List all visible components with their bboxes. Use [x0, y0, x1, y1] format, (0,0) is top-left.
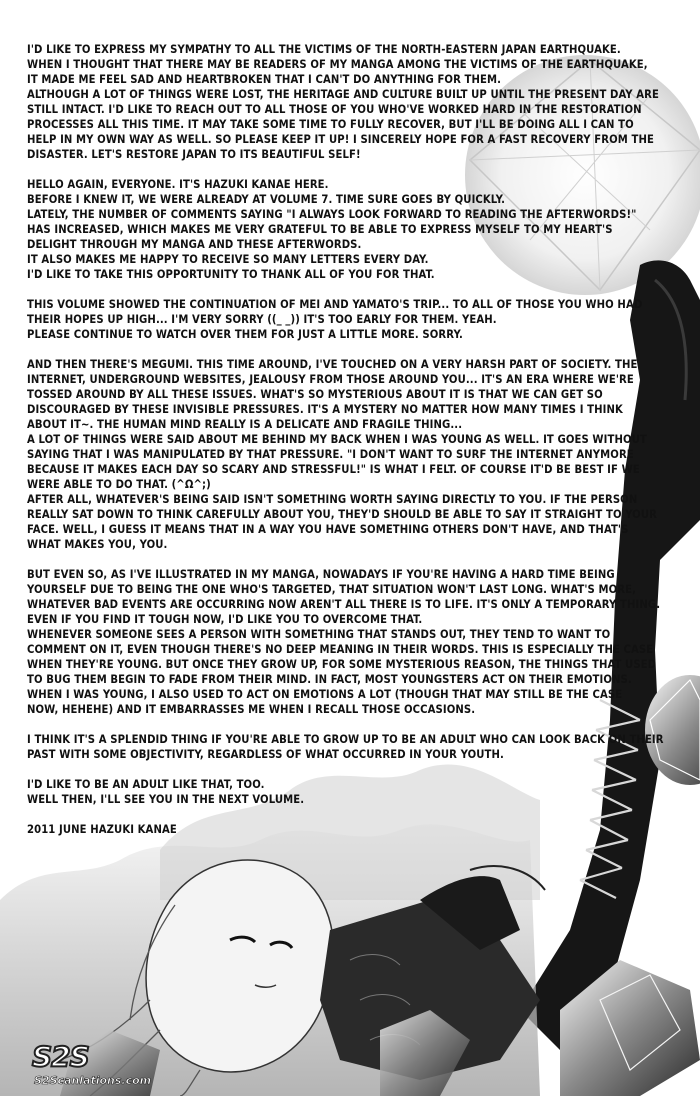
text-line: STILL INTACT. I'D LIKE TO REACH OUT TO ALL THOSE OF YOU WHO'VE WORKED HARD IN THE RESTORATION [27, 103, 642, 116]
text-line: AFTER ALL, WHATEVER'S BEING SAID ISN'T SOMETHING WORTH SAYING DIRECTLY TO YOU. IF THE PERSON [27, 493, 638, 506]
paragraph-megumi [27, 357, 667, 552]
text-line: WHEN THEY'RE YOUNG. BUT ONCE THEY GROW UP, FOR SOME MYSTERIOUS REASON, THE THINGS THAT USED [27, 658, 657, 671]
text-line: IT MADE ME FEEL SAD AND HEARTBROKEN THAT I CAN'T DO ANYTHING FOR THEM. [27, 73, 502, 86]
text-line: BEFORE I KNEW IT, WE WERE ALREADY AT VOLUME 7. TIME SURE GOES BY QUICKLY. [27, 193, 506, 206]
text-line: A LOT OF THINGS WERE SAID ABOUT ME BEHIND MY BACK WHEN I WAS YOUNG AS WELL. IT GOES WITHOUT [27, 433, 647, 446]
text-line: DISASTER. LET'S RESTORE JAPAN TO ITS BEAUTIFUL SELF! [27, 148, 361, 161]
text-line: I'D LIKE TO EXPRESS MY SYMPATHY TO ALL THE VICTIMS OF THE NORTH-EASTERN JAPAN EARTHQUAKE. [27, 43, 621, 56]
text-line: I'D LIKE TO TAKE THIS OPPORTUNITY TO THANK ALL OF YOU FOR THAT. [27, 268, 435, 281]
watermark-logo: S2S [32, 1040, 89, 1073]
text-line: EVEN IF YOU FIND IT TOUGH NOW, I'D LIKE YOU TO OVERCOME THAT. [27, 613, 423, 626]
text-line: AND THEN THERE'S MEGUMI. THIS TIME AROUND, I'VE TOUCHED ON A VERY HARSH PART OF SOCIETY. THE [27, 358, 638, 371]
text-line: WERE ABLE TO DO THAT. (^Ω^;) [27, 478, 211, 491]
text-line: REALLY SAT DOWN TO THINK CAREFULLY ABOUT YOU, THEY'D SHOULD BE ABLE TO SAY IT STRAIGHT TO YOUR [27, 508, 657, 521]
text-line: WHEN I THOUGHT THAT THERE MAY BE READERS OF MY MANGA AMONG THE VICTIMS OF THE EARTHQUAKE, [27, 58, 648, 71]
text-line: BUT EVEN SO, AS I'VE ILLUSTRATED IN MY MANGA, NOWADAYS IF YOU'RE HAVING A HARD TIME BEING [27, 568, 615, 581]
text-line: COMMENT ON IT, EVEN THOUGH THERE'S NO DEEP MEANING IN THEIR WORDS. THIS IS ESPECIALLY THE CASE [27, 643, 654, 656]
text-line: WHENEVER SOMEONE SEES A PERSON WITH SOMETHING THAT STANDS OUT, THEY TEND TO WANT TO [27, 628, 611, 641]
text-line: YOURSELF DUE TO BEING THE ONE WHO'S TARGETED, THAT SITUATION WON'T LAST LONG. WHAT'S MORE, [27, 583, 637, 596]
text-line: PLEASE CONTINUE TO WATCH OVER THEM FOR JUST A LITTLE MORE. SORRY. [27, 328, 463, 341]
paragraph-sympathy [27, 42, 667, 162]
paragraph-volume [27, 297, 667, 342]
text-line: WHATEVER BAD EVENTS ARE OCCURRING NOW AREN'T ALL THERE IS TO LIFE. IT'S ONLY A TEMPORARY THING. [27, 598, 661, 611]
text-line: WHAT MAKES YOU, YOU. [27, 538, 168, 551]
text-line: WHEN I WAS YOUNG, I ALSO USED TO ACT ON EMOTIONS A LOT (THOUGH THAT MAY STILL BE THE CASE [27, 688, 623, 701]
text-line: THIS VOLUME SHOWED THE CONTINUATION OF MEI AND YAMATO'S TRIP... TO ALL OF THOSE YOU WHO HAD [27, 298, 643, 311]
text-line: I THINK IT'S A SPLENDID THING IF YOU'RE ABLE TO GROW UP TO BE AN ADULT WHO CAN LOOK BACK ON THEIR [27, 733, 664, 746]
paragraph-closing [27, 777, 667, 807]
text-line: DISCOURAGED BY THESE INVISIBLE PRESSURES. IT'S A MYSTERY NO MATTER HOW MANY TIMES I THINK [27, 403, 623, 416]
text-line: FACE. WELL, I GUESS IT MEANS THAT IN A WAY YOU HAVE SOMETHING OTHERS DON'T HAVE, AND THAT'S [27, 523, 629, 536]
text-line: ALTHOUGH A LOT OF THINGS WERE LOST, THE HERITAGE AND CULTURE BUILT UP UNTIL THE PRESENT DAY ARE [27, 88, 660, 101]
text-line: DELIGHT THROUGH MY MANGA AND THESE AFTERWORDS. [27, 238, 362, 251]
paragraph-greeting [27, 177, 667, 282]
text-line: ABOUT IT~. THE HUMAN MIND REALLY IS A DELICATE AND FRAGILE THING... [27, 418, 463, 431]
text-line: I'D LIKE TO BE AN ADULT LIKE THAT, TOO. [27, 778, 265, 791]
text-line: WELL THEN, I'LL SEE YOU IN THE NEXT VOLUME. [27, 793, 305, 806]
watermark-url: S2Scanlations.com [34, 1074, 152, 1087]
text-line: IT ALSO MAKES ME HAPPY TO RECEIVE SO MANY LETTERS EVERY DAY. [27, 253, 429, 266]
text-line: PAST WITH SOME OBJECTIVITY, REGARDLESS OF WHAT OCCURRED IN YOUR YOUTH. [27, 748, 504, 761]
text-line: SAYING THAT I WAS MANIPULATED BY THAT PRESSURE. "I DON'T WANT TO SURF THE INTERNET ANYMORE [27, 448, 634, 461]
text-line: LATELY, THE NUMBER OF COMMENTS SAYING "I ALWAYS LOOK FORWARD TO READING THE AFTERWORDS!" [27, 208, 637, 221]
signature-text: 2011 JUNE HAZUKI KANAE [27, 823, 177, 836]
text-line: HAS INCREASED, WHICH MAKES ME VERY GRATEFUL TO BE ABLE TO EXPRESS MYSELF TO MY HEART'S [27, 223, 613, 236]
signature [27, 822, 667, 837]
text-line: TOSSED AROUND BY ALL THESE ISSUES. WHAT'S SO MYSTERIOUS ABOUT IT IS THAT WE CAN GET SO [27, 388, 603, 401]
paragraph-splendid [27, 732, 667, 762]
text-line: HELLO AGAIN, EVERYONE. IT'S HAZUKI KANAE HERE. [27, 178, 329, 191]
paragraph-even-so [27, 567, 667, 717]
text-line: BECAUSE IT MAKES EACH DAY SO SCARY AND STRESSFUL!" IS WHAT I FELT. OF COURSE IT'D BE BEST IF WE [27, 463, 640, 476]
text-line: PROCESSES ALL THIS TIME. IT MAY TAKE SOME TIME TO FULLY RECOVER, BUT I'LL BE DOING ALL I CAN TO [27, 118, 634, 131]
scanlation-watermark [28, 1040, 158, 1095]
text-line: INTERNET, UNDERGROUND WEBSITES, JEALOUSY FROM THOSE AROUND YOU... IT'S AN ERA WHERE WE'RE [27, 373, 634, 386]
text-line: HELP IN MY OWN WAY AS WELL. SO PLEASE KEEP IT UP! I SINCERELY HOPE FOR A FAST RECOVERY FROM THE [27, 133, 654, 146]
afterword-text [27, 42, 667, 852]
text-line: THEIR HOPES UP HIGH... I'M VERY SORRY ((_ _)) IT'S TOO EARLY FOR THEM. YEAH. [27, 313, 497, 326]
text-line: TO BUG THEM BEGIN TO FADE FROM THEIR MIND. IN FACT, MOST YOUNGSTERS ACT ON THEIR EMOTIONS. [27, 673, 632, 686]
text-line: NOW, HEHEHE) AND IT EMBARRASSES ME WHEN I RECALL THOSE OCCASIONS. [27, 703, 476, 716]
